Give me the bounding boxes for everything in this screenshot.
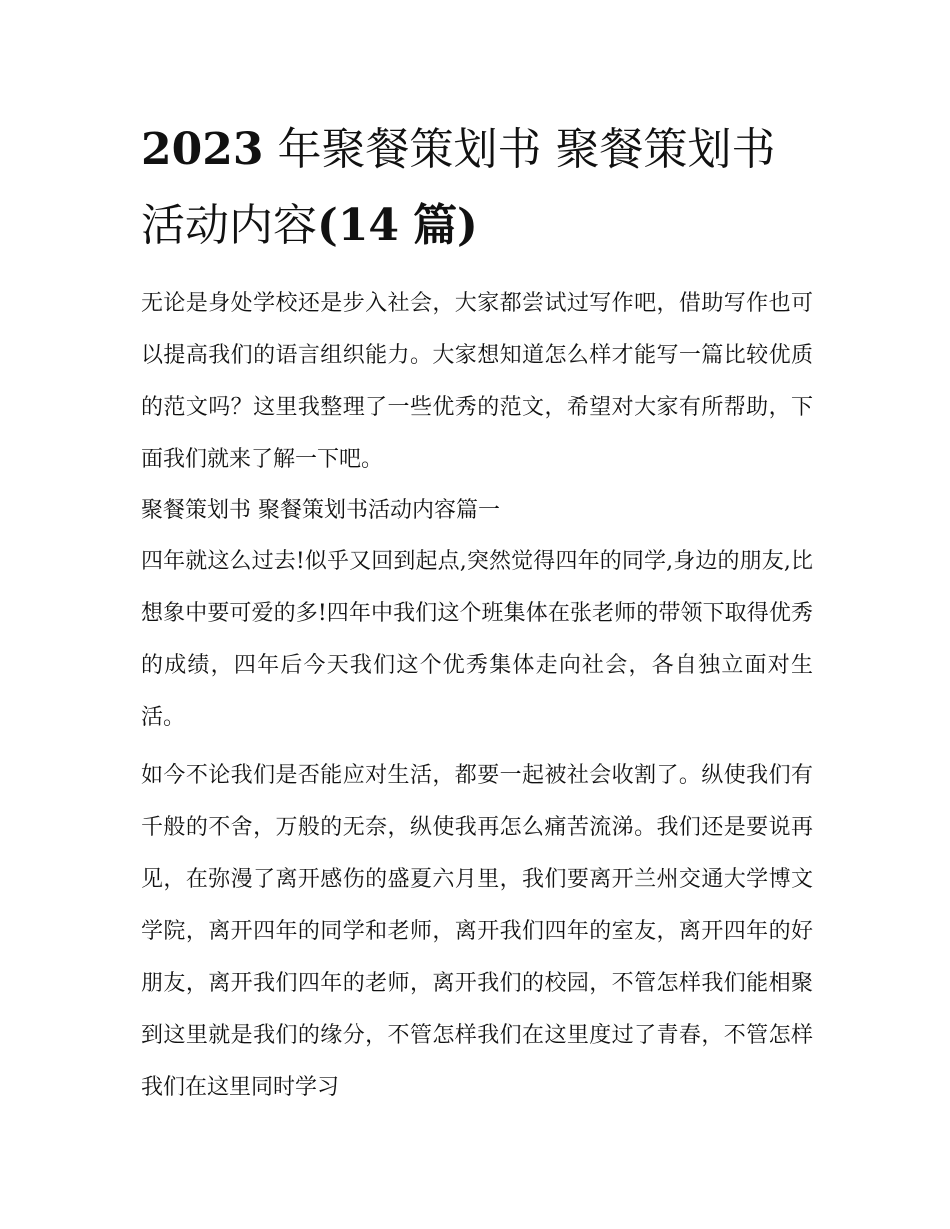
title-count: (14 xyxy=(317,200,400,251)
body-paragraph-2: 如今不论我们是否能应对生活，都要一起被社会收割了。纵使我们有千般的不舍，万般的无奈，纵使我再怎么痛苦流涕。我们还是要说再见，在弥漫了离开感伤的盛夏六月里，我们要离开兰州交通大学博文学院，离开四年的同学和老师，离开我们四年的室友，离开四年的好朋友，离开我们四年的老师，离开我们的校园，不管怎样我们能相聚到这里就是我们的缘分，不管怎样我们在这里度过了青春，不管怎样我们在这里同时学习 xyxy=(141,763,813,1100)
title-suffix: 篇) xyxy=(413,200,478,251)
intro-paragraph: 无论是身处学校还是步入社会，大家都尝试过写作吧，借助写作也可以提高我们的语言组织能力。大家想知道怎么样才能写一篇比较优质的范文吗？这里我整理了一些优秀的范文，希望对大家有所帮助，下面我们就来了解一下吧。 xyxy=(141,291,813,472)
body-paragraph-1: 四年就这么过去!似乎又回到起点,突然觉得四年的同学,身边的朋友,比想象中要可爱的多!四年中我们这个班集体在张老师的带领下取得优秀的成绩，四年后今天我们这个优秀集体走向社会，各自独立面对生活。 xyxy=(141,549,813,730)
title-year: 2023 xyxy=(141,124,264,175)
section-heading: 聚餐策划书 聚餐策划书活动内容篇一 xyxy=(141,498,500,523)
document-page xyxy=(141,112,813,1114)
title-text: 年聚餐策划书 聚餐策划书活动内容 xyxy=(141,124,776,251)
document-title xyxy=(141,112,813,264)
